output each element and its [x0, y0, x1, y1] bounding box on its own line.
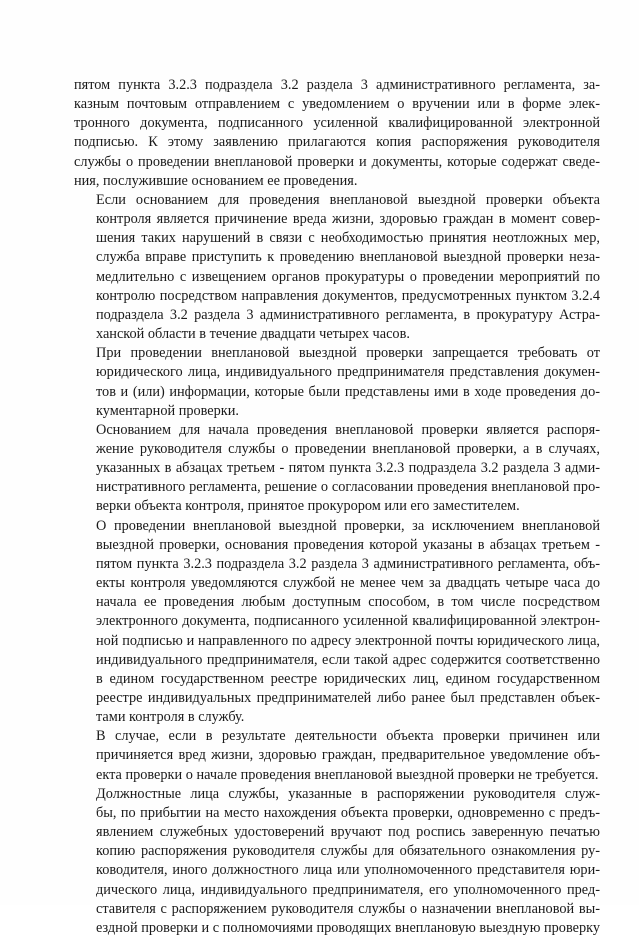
text-line: в едином государственном реестре юридических лиц, едином государственном	[96, 670, 600, 687]
paragraph	[74, 785, 600, 938]
text-line: тами контроля в службу.	[96, 709, 245, 726]
paragraph	[74, 727, 600, 784]
text-line: ния, послужившие основанием ее проведения.	[74, 172, 358, 189]
text-line: подписью. К этому заявлению прилагаются копия распоряжения руководителя	[74, 134, 600, 151]
text-line: Основанием для начала проведения внеплановой проверки является распоря-	[96, 421, 600, 438]
text-line: При проведении внеплановой выездной проверки запрещается требовать от	[96, 345, 600, 362]
text-line: Должностные лица службы, указанные в распоряжении руководителя служ-	[96, 785, 600, 802]
text-line: контролю посредством направления документов, предусмотренных пунктом 3.2.4	[96, 287, 600, 304]
text-line: ставителя с распоряжением руководителя службы о назначении внеплановой вы-	[96, 900, 600, 917]
text-line: причиняется вред жизни, здоровью граждан, предварительное уведомление объ-	[96, 747, 600, 764]
text-line: екта проверки о начале проведения внеплановой выездной проверки не требуется.	[96, 766, 599, 783]
text-line: явлением служебных удостоверений вручают под роспись заверенную печатью	[96, 824, 600, 841]
text-line: ной подписью и направленного по адресу электронной почты юридического лица,	[96, 632, 600, 649]
text-line: служба вправе приступить к проведению внеплановой выездной проверки неза-	[96, 249, 600, 266]
text-line: реестре индивидуальных предпринимателей либо ранее был представлен объек-	[96, 690, 600, 706]
text-line: дического лица, индивидуального предпринимателя, его уполномоченного пред-	[96, 881, 600, 898]
text-line: кументарной проверки.	[96, 402, 239, 419]
text-line: О проведении внеплановой выездной проверки, за исключением внеплановой	[96, 517, 600, 534]
paragraph	[74, 76, 600, 191]
text-line: бы, по прибытии на место нахождения объекта проверки, одновременно с предъ-	[96, 804, 600, 821]
text-line: В случае, если в результате деятельности объекта проверки причинен или	[96, 728, 600, 745]
text-line: электронного документа, подписанного усиленной квалифицированной электрон-	[96, 613, 600, 630]
text-line: индивидуального предпринимателя, если такой адрес содержится соответственно	[96, 651, 600, 668]
paragraph	[74, 344, 600, 421]
text-line: тов и (или) информации, которые были представлены ими в ходе проведения до-	[96, 383, 600, 400]
text-line: Если основанием для проведения внеплановой выездной проверки объекта	[96, 191, 600, 208]
text-line: ханской области в течение двадцати четырех часов.	[96, 326, 410, 343]
text-line: медлительно с извещением органов прокуратуры о проведении мероприятий по	[96, 268, 600, 285]
text-line: указанных в абзацах третьем - пятом пункта 3.2.3 подраздела 3.2 раздела 3 адми-	[96, 460, 600, 477]
paragraph	[74, 421, 600, 517]
text-line: екты контроля уведомляются службой не менее чем за двадцать четыре часа до	[96, 575, 600, 592]
text-line: шения таких нарушений в связи с необходимостью принятия неотложных мер,	[96, 230, 600, 247]
text-line: копию распоряжения руководителя службы для обязательного ознакомления ру-	[96, 843, 600, 860]
text-line: пятом пункта 3.2.3 подраздела 3.2 раздела 3 административного регламента, за-	[74, 77, 600, 93]
text-line: тронного документа, подписанного усиленной квалифицированной электронной	[74, 115, 600, 132]
paragraph	[74, 191, 600, 344]
text-line: нистративного регламента, решение о согласовании проведения внеплановой про-	[96, 479, 600, 496]
text-line: юридического лица, индивидуального предпринимателя представления докумен-	[96, 364, 600, 381]
text-line: начала ее проведения любым доступным способом, в том числе посредством	[96, 594, 600, 611]
text-line: ководителя, иного должностного лица или уполномоченного представителя юри-	[96, 862, 600, 879]
text-line: выездной проверки, основания проведения которой указаны в абзацах третьем -	[96, 536, 600, 553]
text-line: службы о проведении внеплановой проверки и документы, которые содержат сведе-	[74, 153, 600, 170]
text-line: ездной проверки и с полномочиями проводящих внеплановую выездную проверку	[96, 919, 600, 936]
paragraph	[74, 517, 600, 728]
text-line: казным почтовым отправлением с уведомлением о вручении или в форме элек-	[74, 96, 600, 113]
document-body	[74, 76, 600, 938]
text-line: контроля является причинение вреда жизни, здоровью граждан в момент совер-	[96, 211, 600, 228]
text-line: жение руководителя службы о проведении внеплановой проверки, а в случаях,	[96, 440, 600, 457]
text-line: верки объекта контроля, принятое прокурором или его заместителем.	[96, 498, 520, 515]
text-line: подраздела 3.2 раздела 3 административного регламента, в прокуратуру Астра-	[96, 306, 600, 323]
text-line: пятом пункта 3.2.3 подраздела 3.2 раздела 3 административного регламента, объ-	[96, 555, 600, 572]
